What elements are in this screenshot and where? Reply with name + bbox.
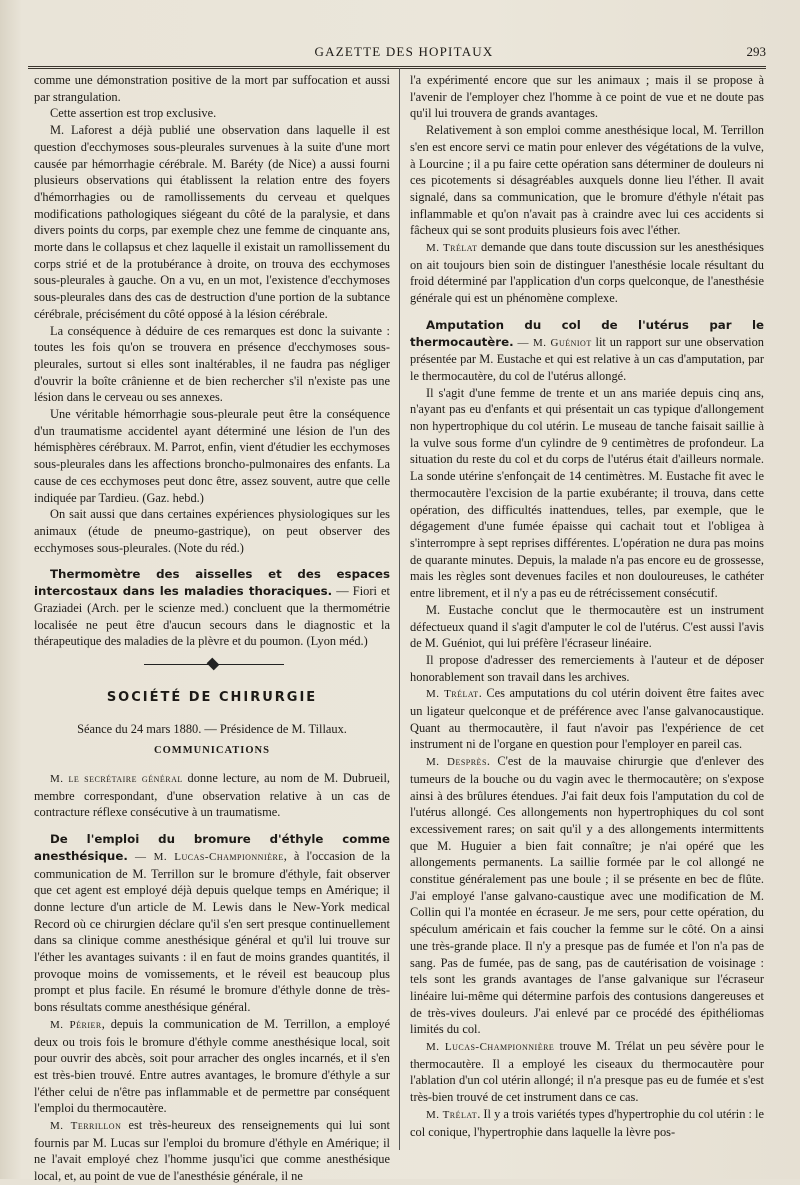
speaker-name: M. le secrétaire général xyxy=(50,773,183,786)
paragraph: La conséquence à déduire de ces remarques est donc la suivante : toutes les fois qu'on se trouvera en présence d'ecchymoses sous-pleurales, surtout si elles sont inaltérables, il ne faudra pas négliger d'ouvrir la boîte crânienne et de bien rechercher s'il n'existe pas une lésion dans le cerveau ou ses annexes. xyxy=(34,323,390,405)
speaker-name: M. Trélat xyxy=(426,688,479,701)
paragraph: Une véritable hémorrhagie sous-pleurale peut être la conséquence d'un traumatisme accidentel ayant déterminé une lésion de l'un des hémisphères cérébraux. M. Parrot, enfin, vient d'étudier les ecchymoses sous-pleurales dans les affections broncho-pulmonaires des enfants. La cause de ces ecchymoses peut donc être, assez souvent, autre que celle indiquée par Tardieu. (Gaz. hebd.) xyxy=(34,407,390,505)
paragraph: M. Périer, depuis la communication de M. Terrillon, a employé deux ou trois fois le bromure d'éthyle comme anesthésique local, soit pour ouvrir des abcès, soit pour arracher des ongles incarnés, et il s'en est très-bien trouvé. Entre autres avantages, le bromure d'éthyle a sur l'éther celui de n'être pas inflammable et de permettre par conséquent l'emploi du thermocautère. xyxy=(34,1016,390,1116)
seance-line: Séance du 24 mars 1880. — Présidence de M. Tillaux. xyxy=(77,721,347,736)
paragraph: M. Trélat demande que dans toute discussion sur les anesthésiques on ait toujours bien soin de distinguer l'anesthésie locale résultant du froid déterminé par l'application d'un corps quelconque, de l'anesthésie générale qui est un phénomène complexe. xyxy=(410,240,764,306)
speaker-name: M. Périer xyxy=(50,1018,102,1031)
page-number: 293 xyxy=(746,44,766,59)
header-rule xyxy=(28,66,766,69)
journal-title: GAZETTE DES HOPITAUX xyxy=(314,44,494,59)
paragraph: M. le secrétaire général donne lecture, au nom de M. Dubrueil, membre correspondant, d'une observation relative à un cas de contracture réflexe consécutive à un traumatisme. xyxy=(34,771,390,820)
article-heading: De l'emploi du bromure d'éthyle comme anesthésique. xyxy=(34,832,390,863)
speaker-name: — M. Guéniot xyxy=(513,336,592,349)
paragraph: Cette assertion est trop exclusive. xyxy=(50,106,217,121)
paragraph: On sait aussi que dans certaines expériences physiologiques sur les animaux (étude de pneumo-gastrique), on peut observer des ecchymoses sous-pleurales. (Note du réd.) xyxy=(34,507,390,555)
speaker-name: — M. Lucas-Championnière xyxy=(127,850,284,863)
communications-heading: COMMUNICATIONS xyxy=(154,745,270,757)
speaker-name: M. Lucas-Championnière xyxy=(426,1041,555,1054)
article-heading: Amputation du col de l'utérus par le thermocautère. xyxy=(410,317,764,349)
paragraph: M. Trélat. Il y a trois variétés types d'hypertrophie du col utérin : le col conique, l'hypertrophie dans laquelle la lèvre pos- xyxy=(410,1106,764,1139)
article-amputation: Amputation du col de l'utérus par le thermocautère. — M. Guéniot lit un rapport sur une observation présentée par M. Eustache et qui est relative à un cas d'amputation, par le thermocautère, du col de l'utérus allongé. xyxy=(410,317,764,383)
speaker-name: M. Desprès xyxy=(426,756,487,769)
article-heading: Thermomètre des aisselles et des espaces intercostaux dans les maladies thoraciques. xyxy=(34,567,390,599)
paragraph: Il propose d'adresser des remerciements à l'auteur et de déposer honorablement son travail dans les archives. xyxy=(410,652,764,684)
paragraph: Relativement à son emploi comme anesthésique local, M. Terrillon s'en est encore servi ce matin pour enlever des végétations de la vulve, à Lourcine ; il a pu faire cette opération sans déterminer de douleurs ni ces picotements si désagréables auxquels donne lieu l'éther. Il avait signalé, dans sa communication, que le bromure d'éthyle n'était pas inflammable et qu'on n'avait pas à craindre avec lui ces accidents si fâcheux qui se sont produits plusieurs fois avec l'éther. xyxy=(410,123,764,238)
left-column xyxy=(34,72,390,1185)
article-bromure: De l'emploi du bromure d'éthyle comme anesthésique. — M. Lucas-Championnière, à l'occasion de la communication de M. Terrillon sur le bromure d'éthyle, fait observer que cet agent est employé déjà depuis quelque temps en Amérique; il donne lecture d'un article de M. Lewis dans le New-York medical Record où ce chirurgien déclare qu'il s'en sert presque continuellement dans sa clinique comme anesthésique général et qu'il lui trouve sur l'éther les avantages suivants : il en faut de moins grandes quantités, il provoque moins de vomissements, et le réveil est beaucoup plus prompt et plus facile. En résumé le bromure d'éthyle donne de très-bons résultats comme anesthésique général. xyxy=(34,832,390,1015)
column-divider xyxy=(399,68,400,1150)
paragraph: M. Trélat. Ces amputations du col utérin doivent être faites avec un ligateur quelconque et de préférence avec l'anse galvanocaustique. Quant au thermocautère, il faut n'avoir pas l'expérience de cet instrument ni de l'organe en question pour l'employer en pareil cas. xyxy=(410,686,764,752)
section-title: SOCIÉTÉ DE CHIRURGIE xyxy=(106,689,318,705)
ornament-divider xyxy=(34,660,390,670)
speaker-name: M. Trélat xyxy=(426,1108,478,1121)
paragraph: M. Lucas-Championnière trouve M. Trélat un peu sévère pour le thermocautère. Il a employé les ciseaux du thermocautère pour l'ablation d'un col utérin allongé; il n'a presque pas eu de fumée et s'est très-bien trouvé de cet instrument dans ce cas. xyxy=(410,1039,764,1105)
paragraph: M. Laforest a déjà publié une observation dans laquelle il est question d'ecchymoses sous-pleurales survenues à la suite d'une mort causée par hémorrhagie cérébrale. M. Baréty (de Nice) a aussi fourni plusieurs observations qui établissent la relation entre des foyers d'hémorrhagies ou de ramollissements du cerveau et quelques modifications pathologiques siégeant du côté de la paralysie, et dans divers points du corps, par exemple chez une femme de cinquante ans, morte dans le collapsus et chez laquelle il existait un ramollissement du corps strié et de la protubérance à droite, on trouva des ecchymoses sous-pleurales à gauche. On a vu, en un mot, l'existence d'ecchymoses sous-pleurales dans des cas de destruction d'une portion de la subtance cérébrale, précisément du côté opposé à la lésion cérébrale. xyxy=(34,123,390,321)
right-column xyxy=(410,72,764,1140)
paragraph: Il s'agit d'une femme de trente et un ans mariée depuis cinq ans, n'ayant pas eu d'enfants et qui présentait un cas typique d'allongement non hypertrophique du col utérin. Le museau de tanche faisait saillie à la vulve sous forme d'un cylindre de 9 centimètres de profondeur. La situation du reste du col et du corps de l'utérus était d'ailleurs normale. La sonde utérine s'enfonçait de 14 centimètres. M. Eustache fit avec le thermocautère l'excision de la partie exubérante; il trouva, dans cette opération, des difficultés inattendues, telles, par exemple, que le dégagement d'une fumée épaisse qui cachait tout et l'obligea à s'interrompre à sept reprises différentes. L'opération ne dura pas moins de quarante minutes. Depuis, la malade n'a pas encore eu de grossesse, mais les règles sont devenues faciles et non douloureuses, le cathéter entre librement, et il n'y a pas eu de rétrécissement consécutif. xyxy=(410,385,764,601)
paragraph: comme une démonstration positive de la mort par suffocation et aussi par strangulation. xyxy=(34,73,390,104)
paragraph: l'a expérimenté encore que sur les animaux ; mais il se propose à l'avenir de l'employer chez l'homme à ce point de vue et ne doute pas qu'il lui trouvera de grands avantages. xyxy=(410,73,764,121)
page-header xyxy=(28,44,780,66)
speaker-name: M. Terrillon xyxy=(50,1120,122,1133)
article-body: — Fiori et Graziadei (Arch. per le scienze med.) concluent que la thermométrie localisée ne peut être d'aucun secours dans le diagnostic et la thérapeutique des maladies de la plèvre et du poumon. (Lyon méd.) xyxy=(34,584,390,649)
paragraph: M. Desprès. C'est de la mauvaise chirurgie que d'enlever des tumeurs de la bouche ou du vagin avec le thermocautère; on s'expose ainsi à des brûlures étendues. J'ai fait deux fois l'amputation du col de l'utérus allongé. Ces allongements non hypertrophiques du col sont excessivement rares; on sait qu'il y a des allongements intermittents que M. Huguier a bien fait connaître; je n'ai opéré que les allongements permanents. La saillie formée par le col allongé ne constitue généralement pas une boule ; il se présente en bec de flûte. J'ai employé l'anse galvano-caustique avec une modification de M. Collin qui l'a montée en écraseur. Je me sers, pour cette opération, du spéculum américain et fais coucher la femme sur le côté. On a ainsi une très-grande place. Il n'y a presque pas de fumée et l'on n'a pas de sang. Pas de fumée, pas de sang, pas de cautérisation de voisinage : tels sont les grands avantages de l'anse galvanique sur l'écraseur linéaire lui-même qui détermine parfois des contusions dangereuses et de très-vives douleurs. J'ai enlevé par ce procédé des épithéliomas limités du col. xyxy=(410,754,764,1037)
paragraph: M. Terrillon est très-heureux des renseignements qui lui sont fournis par M. Lucas sur l'emploi du bromure d'éthyle en Amérique; il ne l'avait employé chez l'homme jusqu'ici que comme anesthésique local, et, au point de vue de l'anesthésie générale, il ne xyxy=(34,1118,390,1184)
speaker-name: M. Trélat xyxy=(426,242,478,255)
paragraph: M. Eustache conclut que le thermocautère est un instrument défectueux quand il s'agit d'amputer le col de l'utérus. C'est aussi l'avis de M. Guéniot, qui lui préfère l'écraseur linéaire. xyxy=(410,602,764,651)
article-thermometre xyxy=(34,566,390,650)
